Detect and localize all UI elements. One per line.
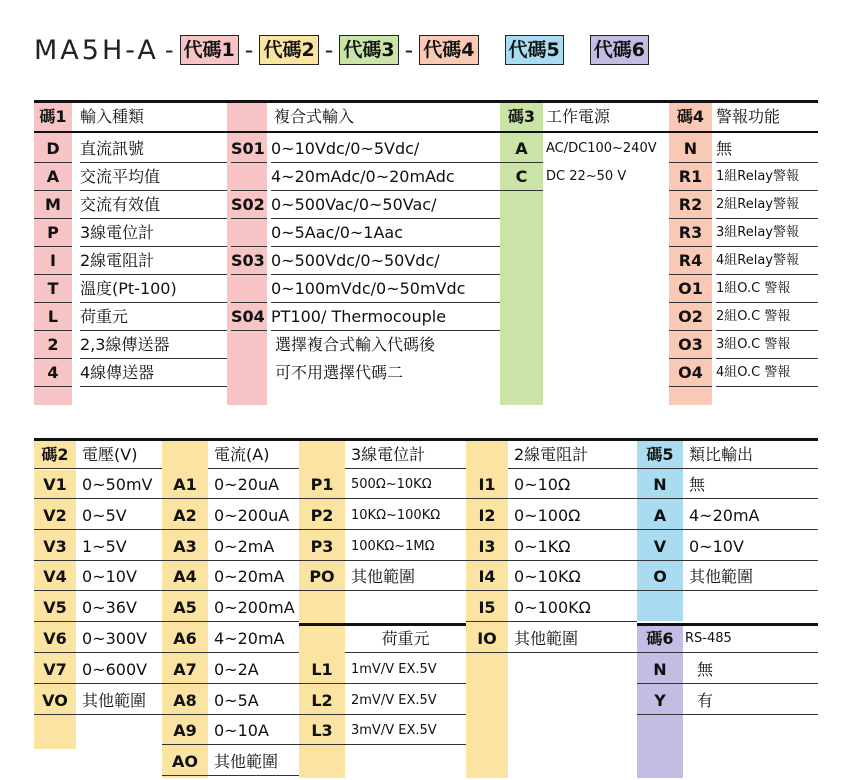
header-code4: 碼4 (676, 107, 705, 126)
dash: - (244, 36, 254, 64)
current-code: A4 (162, 563, 208, 591)
power-code: A (500, 135, 543, 163)
rs485-option: 有 (683, 687, 818, 715)
voltage-range: 1~5V (76, 533, 162, 561)
alarm-code: O3 (669, 331, 712, 359)
input-code: P (34, 219, 72, 247)
alarm-desc: 1組O.C 警報 (716, 275, 818, 303)
composite-code: S03 (231, 247, 267, 275)
current-range: 0~5A (208, 687, 299, 715)
current-code: A2 (162, 502, 208, 530)
composite-code: S04 (231, 303, 267, 331)
input-code: I (34, 247, 72, 275)
power-desc: AC/DC100~240V (546, 141, 657, 156)
analog-range: 4~20mA (683, 502, 818, 530)
pot-range: 其他範圍 (345, 563, 466, 591)
alarm-code: R4 (669, 247, 712, 275)
composite-desc: 選擇複合式輸入代碼後 (275, 335, 436, 354)
composite-code: S02 (231, 191, 267, 219)
composite-desc: 0~500Vdc/0~50Vdc/ (271, 247, 500, 275)
res-range: 0~100Ω (508, 502, 637, 530)
header-input-type: 輸入種類 (80, 107, 145, 126)
pot-range: 100KΩ~1MΩ (345, 533, 466, 561)
current-code: A7 (162, 656, 208, 684)
power-code: C (500, 163, 543, 191)
code5-tag: 代碼5 (505, 35, 564, 65)
analog-code: V (637, 533, 683, 561)
res-code: I5 (466, 594, 508, 622)
header-composite: 複合式輸入 (274, 107, 355, 126)
voltage-code: V2 (34, 502, 76, 530)
input-code: T (34, 275, 72, 303)
input-code: 2 (34, 331, 72, 359)
analog-range: 0~10V (683, 533, 818, 561)
analog-range: 無 (683, 471, 818, 499)
alarm-code: O4 (669, 359, 712, 387)
res-code: I1 (466, 471, 508, 499)
current-code: A6 (162, 625, 208, 653)
current-range: 0~10A (208, 717, 299, 745)
voltage-range: 0~600V (76, 656, 162, 684)
voltage-range: 0~5V (76, 502, 162, 530)
header-alarm: 警報功能 (716, 107, 781, 126)
header-power: 工作電源 (546, 107, 611, 126)
pot-range: 500Ω~10KΩ (345, 471, 466, 499)
current-range: 其他範圍 (208, 748, 299, 776)
current-range: 0~20mA (208, 563, 299, 591)
current-code: A8 (162, 687, 208, 715)
model-code-title (34, 32, 649, 68)
res-range: 0~10KΩ (508, 563, 637, 591)
header-2wire-res: 2線電阻計 (508, 441, 637, 469)
res-code: IO (466, 625, 508, 653)
composite-desc: 0~10Vdc/0~5Vdc/ (271, 135, 500, 163)
alarm-code: O1 (669, 275, 712, 303)
input-name: 直流訊號 (80, 135, 227, 163)
res-code: I2 (466, 502, 508, 530)
alarm-desc: 4組Relay警報 (716, 247, 818, 275)
header-current: 電流(A) (208, 441, 299, 469)
alarm-desc: 3組Relay警報 (716, 219, 818, 247)
input-code: M (34, 191, 72, 219)
input-name: 3線電位計 (80, 219, 227, 247)
voltage-code: VO (34, 687, 76, 715)
input-name: 荷重元 (80, 303, 227, 331)
input-code: L (34, 303, 72, 331)
loadcell-range: 1mV/V EX.5V (345, 656, 466, 684)
loadcell-code: L1 (299, 656, 345, 684)
input-code: D (34, 135, 72, 163)
header-code5: 碼5 (637, 441, 683, 469)
analog-code: O (637, 563, 683, 591)
header-3wire-pot: 3線電位計 (345, 441, 466, 469)
header-code2: 碼2 (34, 441, 76, 469)
current-code: AO (162, 748, 208, 776)
header-code6: 碼6 (637, 625, 683, 653)
pot-code: P2 (299, 502, 345, 530)
composite-code (231, 163, 267, 191)
loadcell-range: 3mV/V EX.5V (345, 717, 466, 745)
input-code: 4 (34, 359, 72, 387)
analog-range: 其他範圍 (683, 563, 818, 591)
alarm-code: R3 (669, 219, 712, 247)
voltage-code: V4 (34, 563, 76, 591)
rs485-option: 無 (683, 656, 818, 684)
composite-desc: 4~20mAdc/0~20mAdc (271, 163, 500, 191)
dash: - (404, 36, 414, 64)
header-analog-out: 類比輸出 (683, 441, 818, 469)
alarm-code: R2 (669, 191, 712, 219)
composite-code (231, 359, 267, 387)
composite-desc: 0~5Aac/0~1Aac (271, 219, 500, 247)
voltage-range: 0~300V (76, 625, 162, 653)
rs485-code: N (637, 656, 683, 684)
composite-desc: 0~100mVdc/0~50mVdc (271, 275, 500, 303)
code1-tag: 代碼1 (180, 35, 239, 65)
alarm-code: O2 (669, 303, 712, 331)
res-range: 0~100KΩ (508, 594, 637, 622)
header-load-cell: 荷重元 (345, 625, 466, 653)
composite-code: S01 (231, 135, 267, 163)
dash: - (164, 36, 174, 64)
alarm-desc: 3組O.C 警報 (716, 331, 818, 359)
rs485-code: Y (637, 687, 683, 715)
alarm-desc: 2組Relay警報 (716, 191, 818, 219)
current-code: A1 (162, 471, 208, 499)
voltage-code: V5 (34, 594, 76, 622)
input-name: 交流平均值 (80, 163, 227, 191)
current-range: 0~200mA (208, 594, 299, 622)
composite-desc: 0~500Vac/0~50Vac/ (271, 191, 500, 219)
voltage-code: V1 (34, 471, 76, 499)
alarm-code: R1 (669, 163, 712, 191)
code3-tag: 代碼3 (339, 35, 398, 65)
input-name: 溫度(Pt-100) (80, 275, 227, 303)
alarm-desc: 無 (716, 135, 818, 163)
voltage-code: V6 (34, 625, 76, 653)
pot-code: PO (299, 563, 345, 591)
current-code: A3 (162, 533, 208, 561)
input-name: 2,3線傳送器 (80, 331, 227, 359)
code2-tag: 代碼2 (259, 35, 318, 65)
header-rs485: RS-485 (683, 625, 818, 653)
loadcell-code: L3 (299, 717, 345, 745)
pot-range: 10KΩ~100KΩ (345, 502, 466, 530)
header-code1: 碼1 (39, 107, 67, 126)
pot-code: P3 (299, 533, 345, 561)
loadcell-range: 2mV/V EX.5V (345, 687, 466, 715)
input-name: 2線電阻計 (80, 247, 227, 275)
loadcell-code: L2 (299, 687, 345, 715)
res-range: 0~10Ω (508, 471, 637, 499)
voltage-code: V7 (34, 656, 76, 684)
alarm-code: N (669, 135, 712, 163)
pot-code: P1 (299, 471, 345, 499)
code4-tag: 代碼4 (419, 35, 478, 65)
res-code: I4 (466, 563, 508, 591)
dash: - (324, 36, 334, 64)
table1-header-rule (34, 131, 818, 133)
analog-code: N (637, 471, 683, 499)
voltage-range: 其他範圍 (76, 687, 162, 715)
voltage-range: 0~50mV (76, 471, 162, 499)
composite-code (231, 275, 267, 303)
composite-code (231, 331, 267, 359)
analog-code: A (637, 502, 683, 530)
code6-tag: 代碼6 (590, 35, 649, 65)
alarm-desc: 2組O.C 警報 (716, 303, 818, 331)
current-range: 0~200uA (208, 502, 299, 530)
current-range: 0~2A (208, 656, 299, 684)
voltage-code: V3 (34, 533, 76, 561)
current-range: 0~2mA (208, 533, 299, 561)
current-range: 4~20mA (208, 625, 299, 653)
alarm-desc: 1組Relay警報 (716, 163, 818, 191)
header-code3: 碼3 (507, 107, 536, 126)
current-code: A5 (162, 594, 208, 622)
header-voltage: 電壓(V) (76, 441, 162, 469)
res-range: 其他範圍 (508, 625, 637, 653)
input-code: A (34, 163, 72, 191)
input-name: 交流有效值 (80, 191, 227, 219)
current-code: A9 (162, 717, 208, 745)
composite-code (231, 219, 267, 247)
composite-desc: PT100/ Thermocouple (271, 303, 500, 331)
current-range: 0~20uA (208, 471, 299, 499)
alarm-desc: 4組O.C 警報 (716, 359, 818, 387)
model-name: MA5H-A (34, 34, 159, 66)
res-code: I3 (466, 533, 508, 561)
power-desc: DC 22~50 V (546, 169, 627, 184)
res-range: 0~1KΩ (508, 533, 637, 561)
voltage-range: 0~10V (76, 563, 162, 591)
composite-desc: 可不用選擇代碼二 (275, 363, 404, 382)
voltage-range: 0~36V (76, 594, 162, 622)
input-name: 4線傳送器 (80, 359, 227, 387)
